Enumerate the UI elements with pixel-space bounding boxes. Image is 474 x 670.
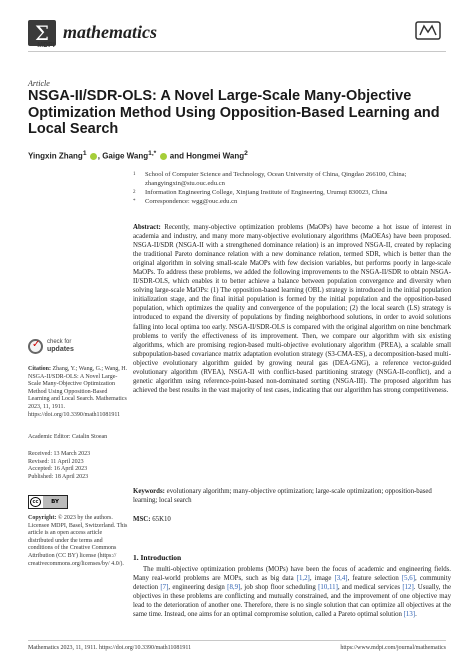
correspondence: * Correspondence: wgg@ouc.edu.cn <box>133 198 238 205</box>
reference-link[interactable]: [3,4] <box>334 575 348 583</box>
orcid-icon[interactable] <box>90 153 97 160</box>
article-type: Article <box>28 79 50 88</box>
affiliations <box>133 170 449 206</box>
footer-citation: Mathematics 2023, 11, 1911. https://doi.org/10.3390/math11081911 <box>28 645 192 651</box>
reference-link[interactable]: [13] <box>403 611 416 619</box>
publication-dates <box>28 451 128 481</box>
reference-link[interactable]: [10,11] <box>318 584 338 592</box>
journal-header <box>28 20 446 48</box>
msc-code: MSC: 65K10 <box>133 516 171 523</box>
cc-by-license-icon[interactable]: cc BY <box>28 495 68 509</box>
copyright-notice: Copyright: © 2023 by the authors. Licensee MDPI, Basel, Switzerland. This article is an open access article distributed under the terms and conditions of the Creative Commons Attribution (CC BY) license (https:// creativecommons.org/licenses/by/ 4.0/). <box>28 515 128 567</box>
abstract-label: Abstract: <box>133 224 161 231</box>
academic-editor: Academic Editor: Catalin Stoean <box>28 434 108 440</box>
section-heading: 1. Introduction <box>133 553 182 562</box>
reference-link[interactable]: [5,6] <box>401 575 416 583</box>
introduction-text: The multi-objective optimization problems (MOPs) have been the focus of academic and engineering fields. Many real-world problems are MOPs, such as big data [1,2], image [3,4], feature selection [5,6], community detection [7], engineering design [8,9], job shop floor scheduling [10,11], and medical services [12]. Usually, the objectives in these problems are conflicting and mutually constrained, and the improvement of one objective may lead to the deterioration of another one. Therefore, there is no single solution that can optimize all objectives at the same time. Instead, one aims for an optimal compromise solution, called a Pareto optimal solution [13]. <box>133 566 451 619</box>
paper-title: NSGA-II/SDR-OLS: A Novel Large-Scale Many-Objective Optimization Method Using Opposition-Based Learning and Local Search <box>28 88 440 137</box>
abstract-text: Recently, many-objective optimization problems (MaOPs) have become a hot issue of interest in academia and industry, and many more many-objective evolutionary algorithms (MaOEAs) have been proposed. NSGA-II/SDR (NSGA-II with a strengthened dominance relation) is an improved NSGA-II, created by replacing the traditional Pareto dominance relation with a new dominance relation, termed SDR, which is better than the original algorithm in solving small-scale MaOPs with few decision variables, but performs poorly in large-scale MaOPs. To address these problems, we added the following improvements to the NSGA-II/SDR to obtain NSGA-II/SDR-OLS, which enables it to better achieve a balance between population convergence and diversity when solving large-scale MaOPs: (1) The opposition-based learning (OBL) strategy is introduced in the initial population initialization stage, and the final initial population is formed by the initial population and the opposition-based population, which optimizes the quality and convergence of the population; (2) the local search (LS) strategy is introduced to expand the diversity of populations by finding neighborhood solutions, in order to avoid solutions falling into local optima too early. NSGA-II/SDR-OLS is compared with the original algorithm on nine benchmark problems to verify the effectiveness of its improvement. Then, we compare our algorithm with six existing algorithms, which are promising region-based multi-objective evolutionary algorithm (PREA), a scalable small subpopulation-based covariance matrix adaptation evolution strategy (S3-CMA-ES), a decomposition-based multi-objective evolutionary algorithm guided by growing neural gas (DEA-GNG), a reference vector-guided evolutionary algorithm (RVEA), NSGA-II with conflict-based partitioning strategy (NSGA-II-conflict), and a genetic algorithm using reference-point-based non-dominated sorting (NSGA-III). The proposed algorithm has achieved the best results in the vast majority of test cases, indicating that our algorithm has strong competitiveness. <box>133 224 451 394</box>
header-divider <box>28 51 446 52</box>
author-name: Yingxin Zhang <box>28 151 83 161</box>
keywords: Keywords: evolutionary algorithm; many-objective optimization; large-scale optimization; opposition-based learning; local search <box>133 488 432 505</box>
revised-date: Revised: 11 April 2023 <box>28 458 84 465</box>
citation-block: Citation: Zhang, Y.; Wang, G.; Wang, H. NSGA-II/SDR-OLS: A Novel Large-Scale Many-Objective Optimization Method Using Opposition-Based Learning and Local Search. Mathematics 2023, 11, 1911. https://doi.org/10.3390/math11081911 <box>28 366 128 418</box>
footer-divider <box>28 640 446 641</box>
author-list: Yingxin Zhang$^1$ , Gaige Wang$^{1,*}$ and Hongmei Wang$^2$ <box>28 150 248 161</box>
orcid-icon[interactable] <box>160 153 167 160</box>
reference-link[interactable]: [12] <box>402 584 414 592</box>
affiliation: 1 School of Computer Science and Technology, Ocean University of China, Qingdao 266100, China; zhangyingxin@stu.ouc.edu.cn <box>133 171 407 187</box>
author-name: , Gaige Wang <box>97 151 149 161</box>
check-for-updates-button[interactable]: ✓ check for updates <box>28 338 98 358</box>
publisher-name: MDPI <box>37 42 55 49</box>
accepted-date: Accepted: 16 April 2023 <box>28 466 88 473</box>
affiliation: 2 Information Engineering College, Xinjiang Institute of Engineering, Urumqi 830023, China <box>133 189 388 196</box>
reference-link[interactable]: [7] <box>160 584 169 592</box>
author-name: and Hongmei Wang <box>169 151 245 161</box>
sigma-icon: Σ <box>34 21 50 45</box>
mdpi-logo-icon <box>410 21 446 41</box>
reference-link[interactable]: [1,2] <box>296 575 310 583</box>
journal-name: mathematics <box>63 22 157 42</box>
received-date: Received: 13 March 2023 <box>28 451 91 457</box>
check-updates-icon: ✓ <box>28 339 43 354</box>
abstract <box>133 223 451 395</box>
published-date: Published: 18 April 2023 <box>28 473 89 480</box>
footer-journal-url[interactable]: https://www.mdpi.com/journal/mathematics <box>340 645 446 651</box>
reference-link[interactable]: [8,9] <box>227 584 241 592</box>
